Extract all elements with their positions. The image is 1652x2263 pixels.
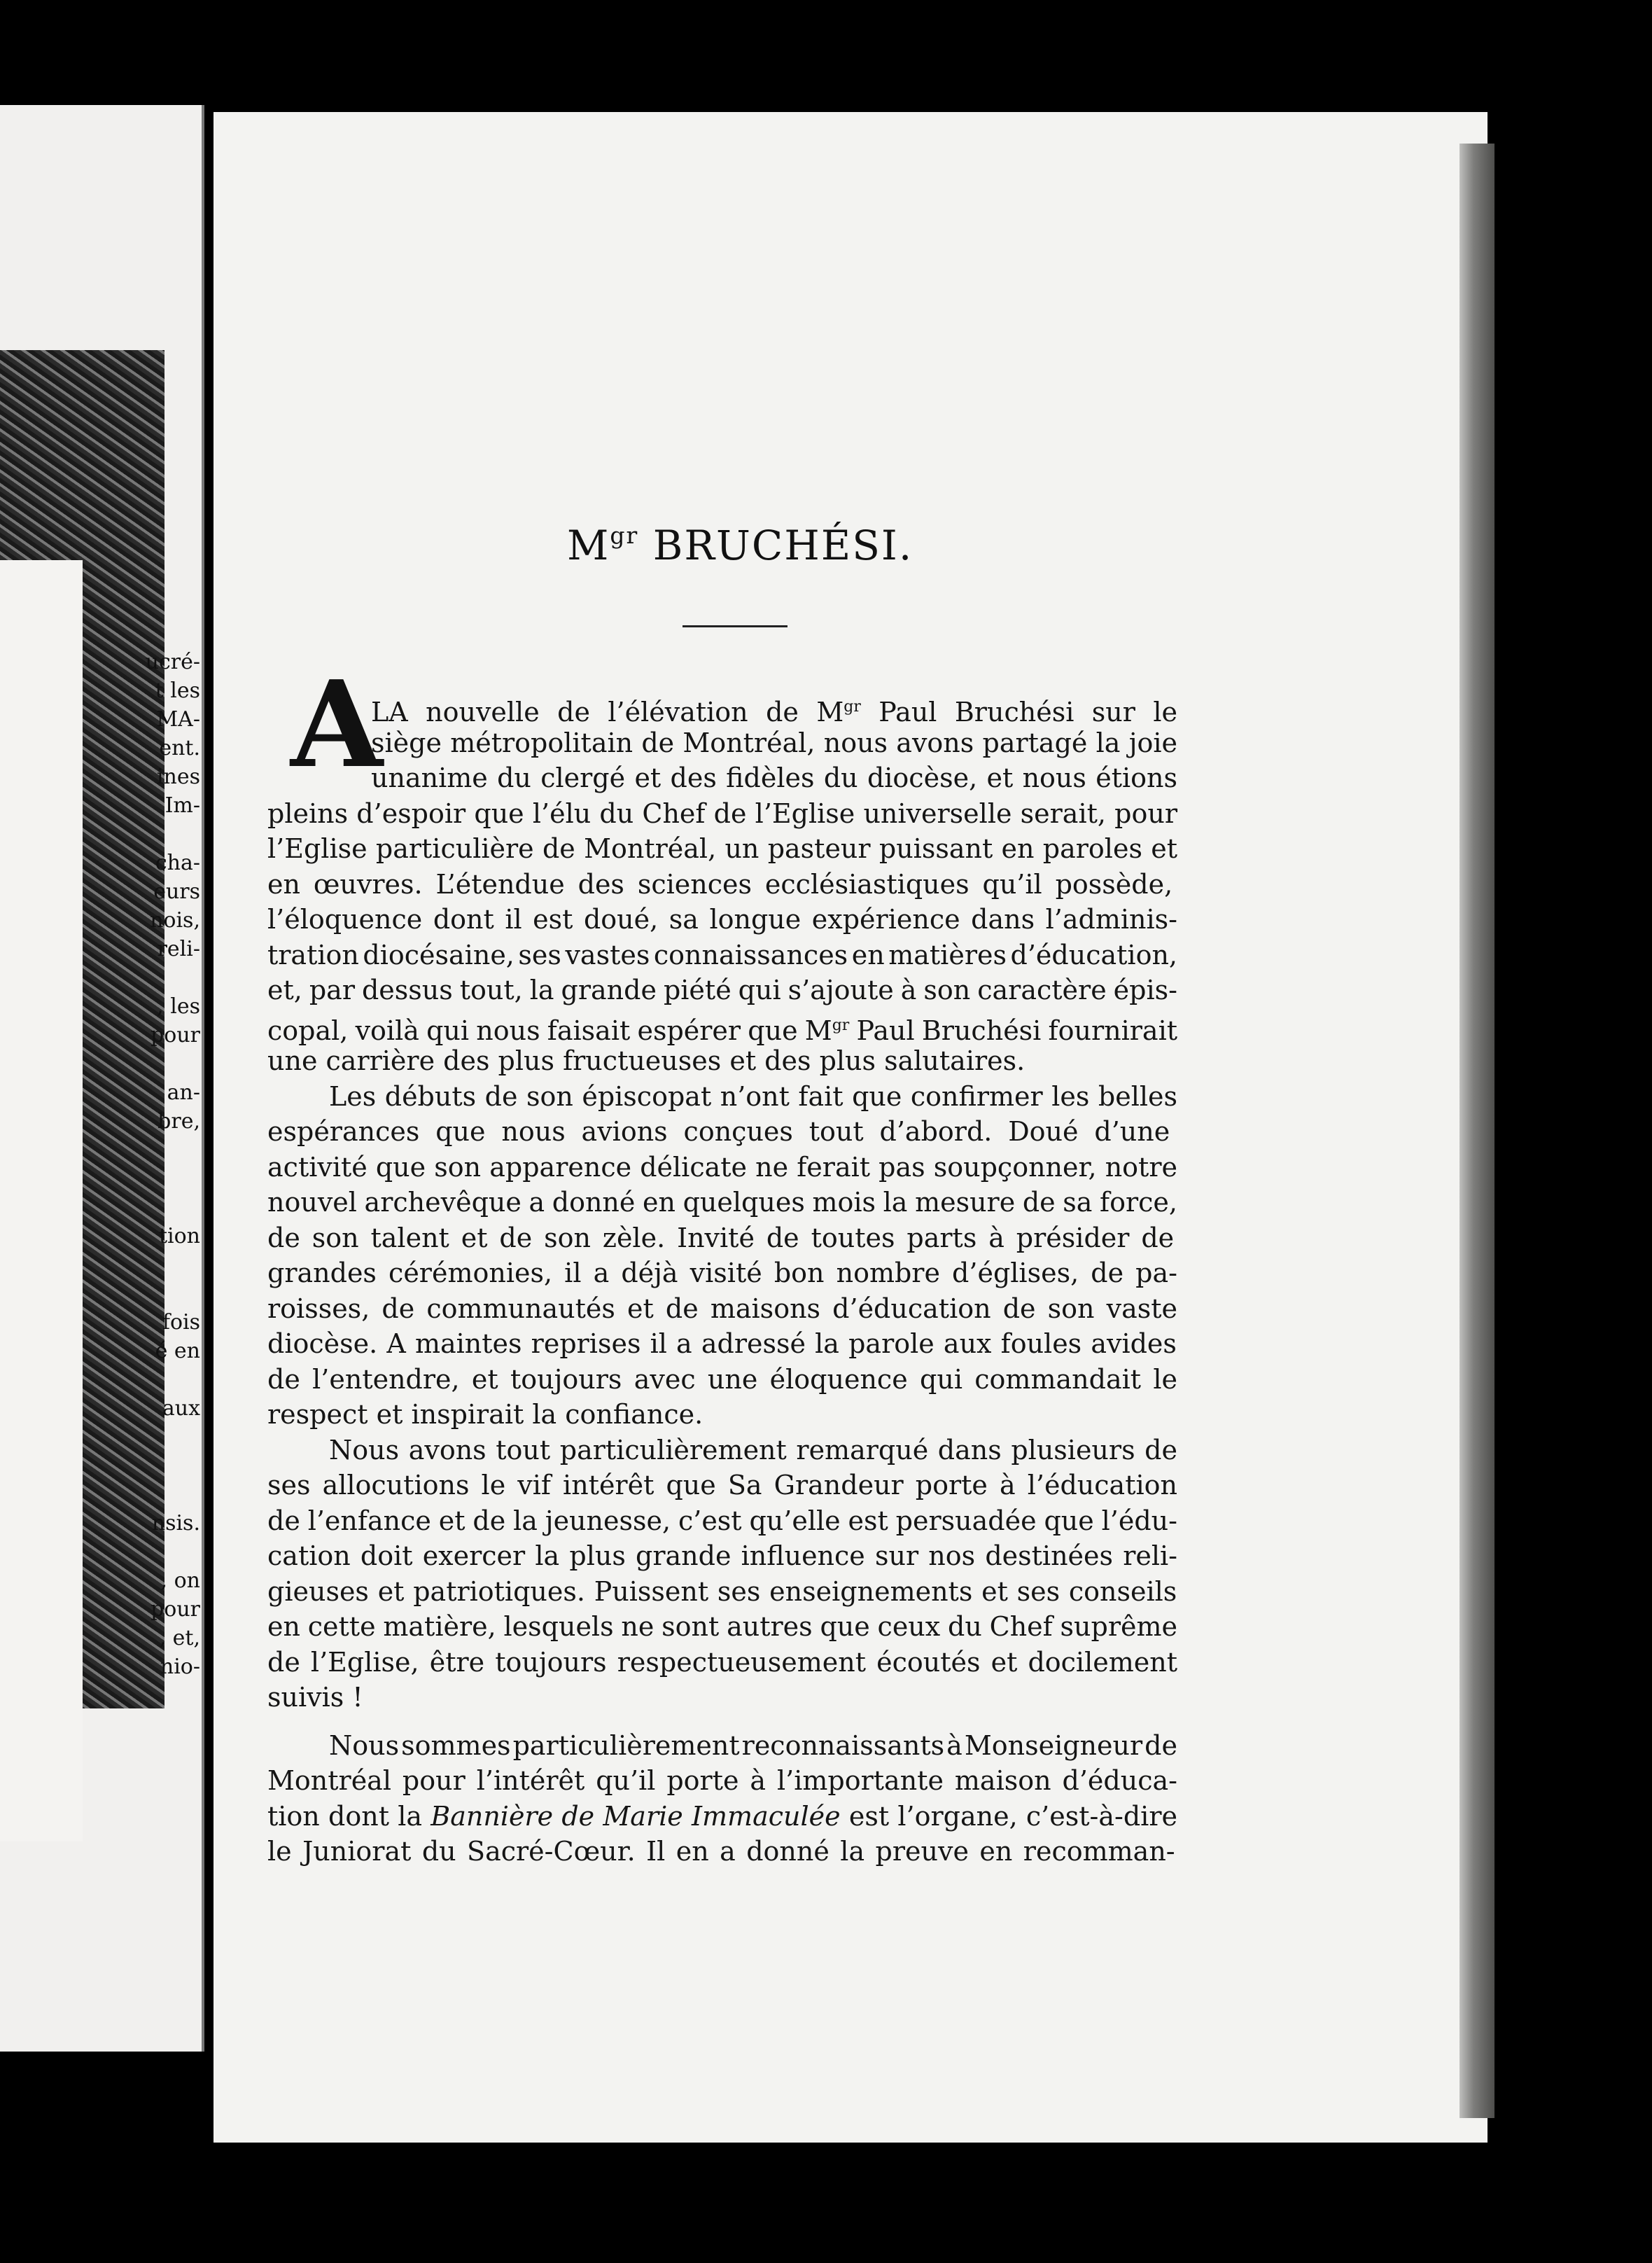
line-text: nouvel archevêque a donné en quelques mois la mesure de sa force, bbox=[267, 1187, 1177, 1218]
line-text: en œuvres. L’étendue des sciences ecclésiastiques qu’il possède, bbox=[267, 868, 1173, 900]
article-line bbox=[267, 902, 1177, 938]
line-text: unanime du clergé et des fidèles du diocèse, et nous étions bbox=[371, 763, 1177, 793]
left-page-line: tion bbox=[158, 1224, 200, 1248]
article-line bbox=[267, 690, 1177, 725]
article-line bbox=[267, 1362, 1177, 1398]
line-text: une carrière des plus fructueuses et des plus salutaires. bbox=[267, 1045, 1026, 1076]
line-text-after: Paul Bruchési sur le bbox=[860, 697, 1177, 727]
article-line bbox=[267, 1397, 1177, 1433]
left-page-line: bre, bbox=[158, 1109, 200, 1134]
article-line bbox=[267, 938, 1177, 973]
left-page-line: Im- bbox=[164, 793, 200, 818]
article-line bbox=[267, 1763, 1177, 1799]
article-line bbox=[267, 1538, 1177, 1574]
line-text: pleins d’espoir que l’élu du Chef de l’Eglise universelle serait, pour bbox=[267, 798, 1177, 829]
left-page-line bbox=[0, 1164, 200, 1193]
article-line bbox=[267, 1185, 1177, 1220]
left-page-line bbox=[0, 963, 200, 992]
left-page-line: , on bbox=[160, 1568, 200, 1593]
line-text: de l’enfance et de la jeunesse, c’est qu’elle est persuadée que l’édu- bbox=[267, 1505, 1177, 1536]
article-line bbox=[267, 1609, 1177, 1645]
page-title bbox=[567, 522, 917, 569]
article-line bbox=[267, 1574, 1177, 1610]
article-line bbox=[267, 725, 1177, 761]
line-text: de son talent et de son zèle. Invité de toutes parts à présider de bbox=[267, 1222, 1175, 1253]
line-text: de l’entendre, et toujours avec une éloquence qui commandait le bbox=[267, 1363, 1177, 1395]
article-line bbox=[267, 1433, 1177, 1468]
left-page-line: nsis. bbox=[151, 1511, 200, 1536]
title-prefix: M bbox=[567, 522, 610, 569]
left-page-line bbox=[0, 1480, 200, 1509]
article-line bbox=[267, 1799, 1177, 1834]
drop-cap: A bbox=[290, 655, 383, 795]
left-page-line: é en bbox=[155, 1339, 200, 1363]
left-page-line: t les bbox=[155, 678, 200, 703]
left-page-text bbox=[0, 648, 200, 1681]
left-page-fragment bbox=[0, 105, 204, 2052]
line-text: suivis ! bbox=[267, 1682, 363, 1713]
line-text: Nous sommes particulièrement reconnaissants à Monseigneur de bbox=[329, 1729, 1177, 1761]
line-text: grandes cérémonies, il a déjà visité bon nombre d’églises, de pa- bbox=[267, 1258, 1177, 1288]
left-page-line bbox=[0, 820, 200, 849]
article-line bbox=[267, 1645, 1177, 1680]
left-page-line: ines bbox=[156, 765, 200, 789]
line-text: LA nouvelle de l’élévation de M bbox=[371, 697, 844, 727]
article-line bbox=[267, 1503, 1177, 1539]
line-text: Montréal pour l’intérêt qu’il porte à l’importante maison d’éduca- bbox=[267, 1765, 1177, 1796]
line-text: l’éloquence dont il est doué, sa longue expérience dans l’adminis- bbox=[267, 904, 1177, 935]
line-text: siège métropolitain de Montréal, nous avons partagé la joie bbox=[371, 727, 1177, 758]
left-page-line: , et, bbox=[159, 1626, 200, 1650]
article-line bbox=[267, 1114, 1177, 1150]
line-text: cation doit exercer la plus grande influence sur nos destinées reli- bbox=[267, 1540, 1177, 1571]
article-line bbox=[267, 1728, 1177, 1764]
page-edge bbox=[1460, 144, 1494, 2118]
left-page-line: eurs bbox=[153, 879, 200, 904]
left-page-line bbox=[0, 1365, 200, 1394]
article-line bbox=[267, 1326, 1177, 1362]
line-text: l’Eglise particulière de Montréal, un pasteur puissant en paroles et bbox=[267, 833, 1177, 864]
line-text: respect et inspirait la confiance. bbox=[267, 1399, 704, 1430]
article-line bbox=[267, 1150, 1177, 1185]
left-page-line: cha- bbox=[155, 851, 200, 875]
left-page-line: ucré- bbox=[145, 650, 200, 674]
left-page-line bbox=[0, 1538, 200, 1566]
left-page-line: pour bbox=[150, 1597, 200, 1622]
left-page-line bbox=[0, 1423, 200, 1451]
article-line bbox=[267, 973, 1177, 1008]
line-text: gieuses et patriotiques. Puissent ses enseignements et ses conseils bbox=[267, 1575, 1177, 1607]
title-superscript: gr bbox=[610, 522, 639, 549]
line-text: de l’Eglise, être toujours respectueusement écoutés et docilement bbox=[267, 1646, 1177, 1678]
left-page-line: an- bbox=[167, 1080, 200, 1105]
article-line bbox=[267, 1255, 1177, 1291]
left-page-line: MA- bbox=[156, 707, 200, 732]
title-main: BRUCHÉSI. bbox=[638, 522, 913, 569]
left-page-line bbox=[0, 1136, 200, 1164]
line-text-after: Paul Bruchési fournirait bbox=[849, 1015, 1177, 1046]
left-page-line bbox=[0, 1050, 200, 1078]
line-text: copal, voilà qui nous faisait espérer que M bbox=[267, 1015, 832, 1046]
article-line bbox=[267, 1834, 1177, 1869]
article-line bbox=[267, 1008, 1177, 1044]
article-line bbox=[267, 796, 1177, 832]
article-line bbox=[267, 1468, 1177, 1503]
article-line bbox=[267, 1220, 1177, 1256]
article-line bbox=[267, 831, 1177, 867]
article-line bbox=[267, 1680, 1177, 1715]
left-page-line: ent. bbox=[159, 736, 200, 760]
line-text: espérances que nous avions conçues tout d’abord. Doué d’une bbox=[267, 1116, 1170, 1147]
left-page-line bbox=[0, 1193, 200, 1222]
line-text: le Juniorat du Sacré-Cœur. Il en a donné la preuve en recomman- bbox=[267, 1836, 1175, 1867]
article-line bbox=[267, 1291, 1177, 1327]
line-text: tion dont la bbox=[267, 1800, 431, 1832]
left-page-line bbox=[0, 1251, 200, 1279]
left-page-line: nois, bbox=[150, 908, 200, 933]
left-page-line bbox=[0, 1279, 200, 1308]
line-text: tration diocésaine, ses vastes connaissances en matières d’éducation, bbox=[267, 939, 1177, 970]
title-rule bbox=[682, 625, 788, 627]
line-italic: Bannière de Marie Immaculée bbox=[430, 1800, 841, 1832]
left-page-line: reli- bbox=[157, 937, 200, 961]
article-body bbox=[267, 690, 1177, 1869]
line-text-after: est l’organe, c’est-à-dire bbox=[840, 1800, 1177, 1832]
paragraph-gap bbox=[267, 1715, 1177, 1728]
article-line bbox=[267, 1043, 1177, 1079]
article-line bbox=[267, 1079, 1177, 1115]
left-page-line: fois bbox=[162, 1310, 200, 1335]
line-text: Nous avons tout particulièrement remarqué dans plusieurs de bbox=[329, 1434, 1177, 1465]
line-text: roisses, de communautés et de maisons d’éducation de son vaste bbox=[267, 1293, 1177, 1324]
left-page-line: aux bbox=[162, 1396, 200, 1421]
left-page-line bbox=[0, 1451, 200, 1480]
line-text: en cette matière, lesquels ne sont autres que ceux du Chef suprême bbox=[267, 1611, 1177, 1642]
line-superscript: gr bbox=[844, 698, 861, 716]
left-page-line: pour bbox=[150, 1023, 200, 1047]
article-line bbox=[267, 760, 1177, 796]
article-line bbox=[267, 867, 1177, 903]
line-text: diocèse. A maintes reprises il a adressé la parole aux foules avides bbox=[267, 1328, 1177, 1359]
left-page-line: nio- bbox=[160, 1655, 200, 1679]
line-text: et, par dessus tout, la grande piété qui s’ajoute à son caractère épis- bbox=[267, 975, 1177, 1005]
left-page-line: , les bbox=[157, 994, 200, 1019]
line-text: activité que son apparence délicate ne ferait pas soupçonner, notre bbox=[267, 1151, 1177, 1183]
line-superscript: gr bbox=[832, 1016, 850, 1034]
line-text: Les débuts de son épiscopat n’ont fait que confirmer les belles bbox=[329, 1080, 1177, 1112]
line-text: ses allocutions le vif intérêt que Sa Grandeur porte à l’éducation bbox=[267, 1470, 1177, 1500]
